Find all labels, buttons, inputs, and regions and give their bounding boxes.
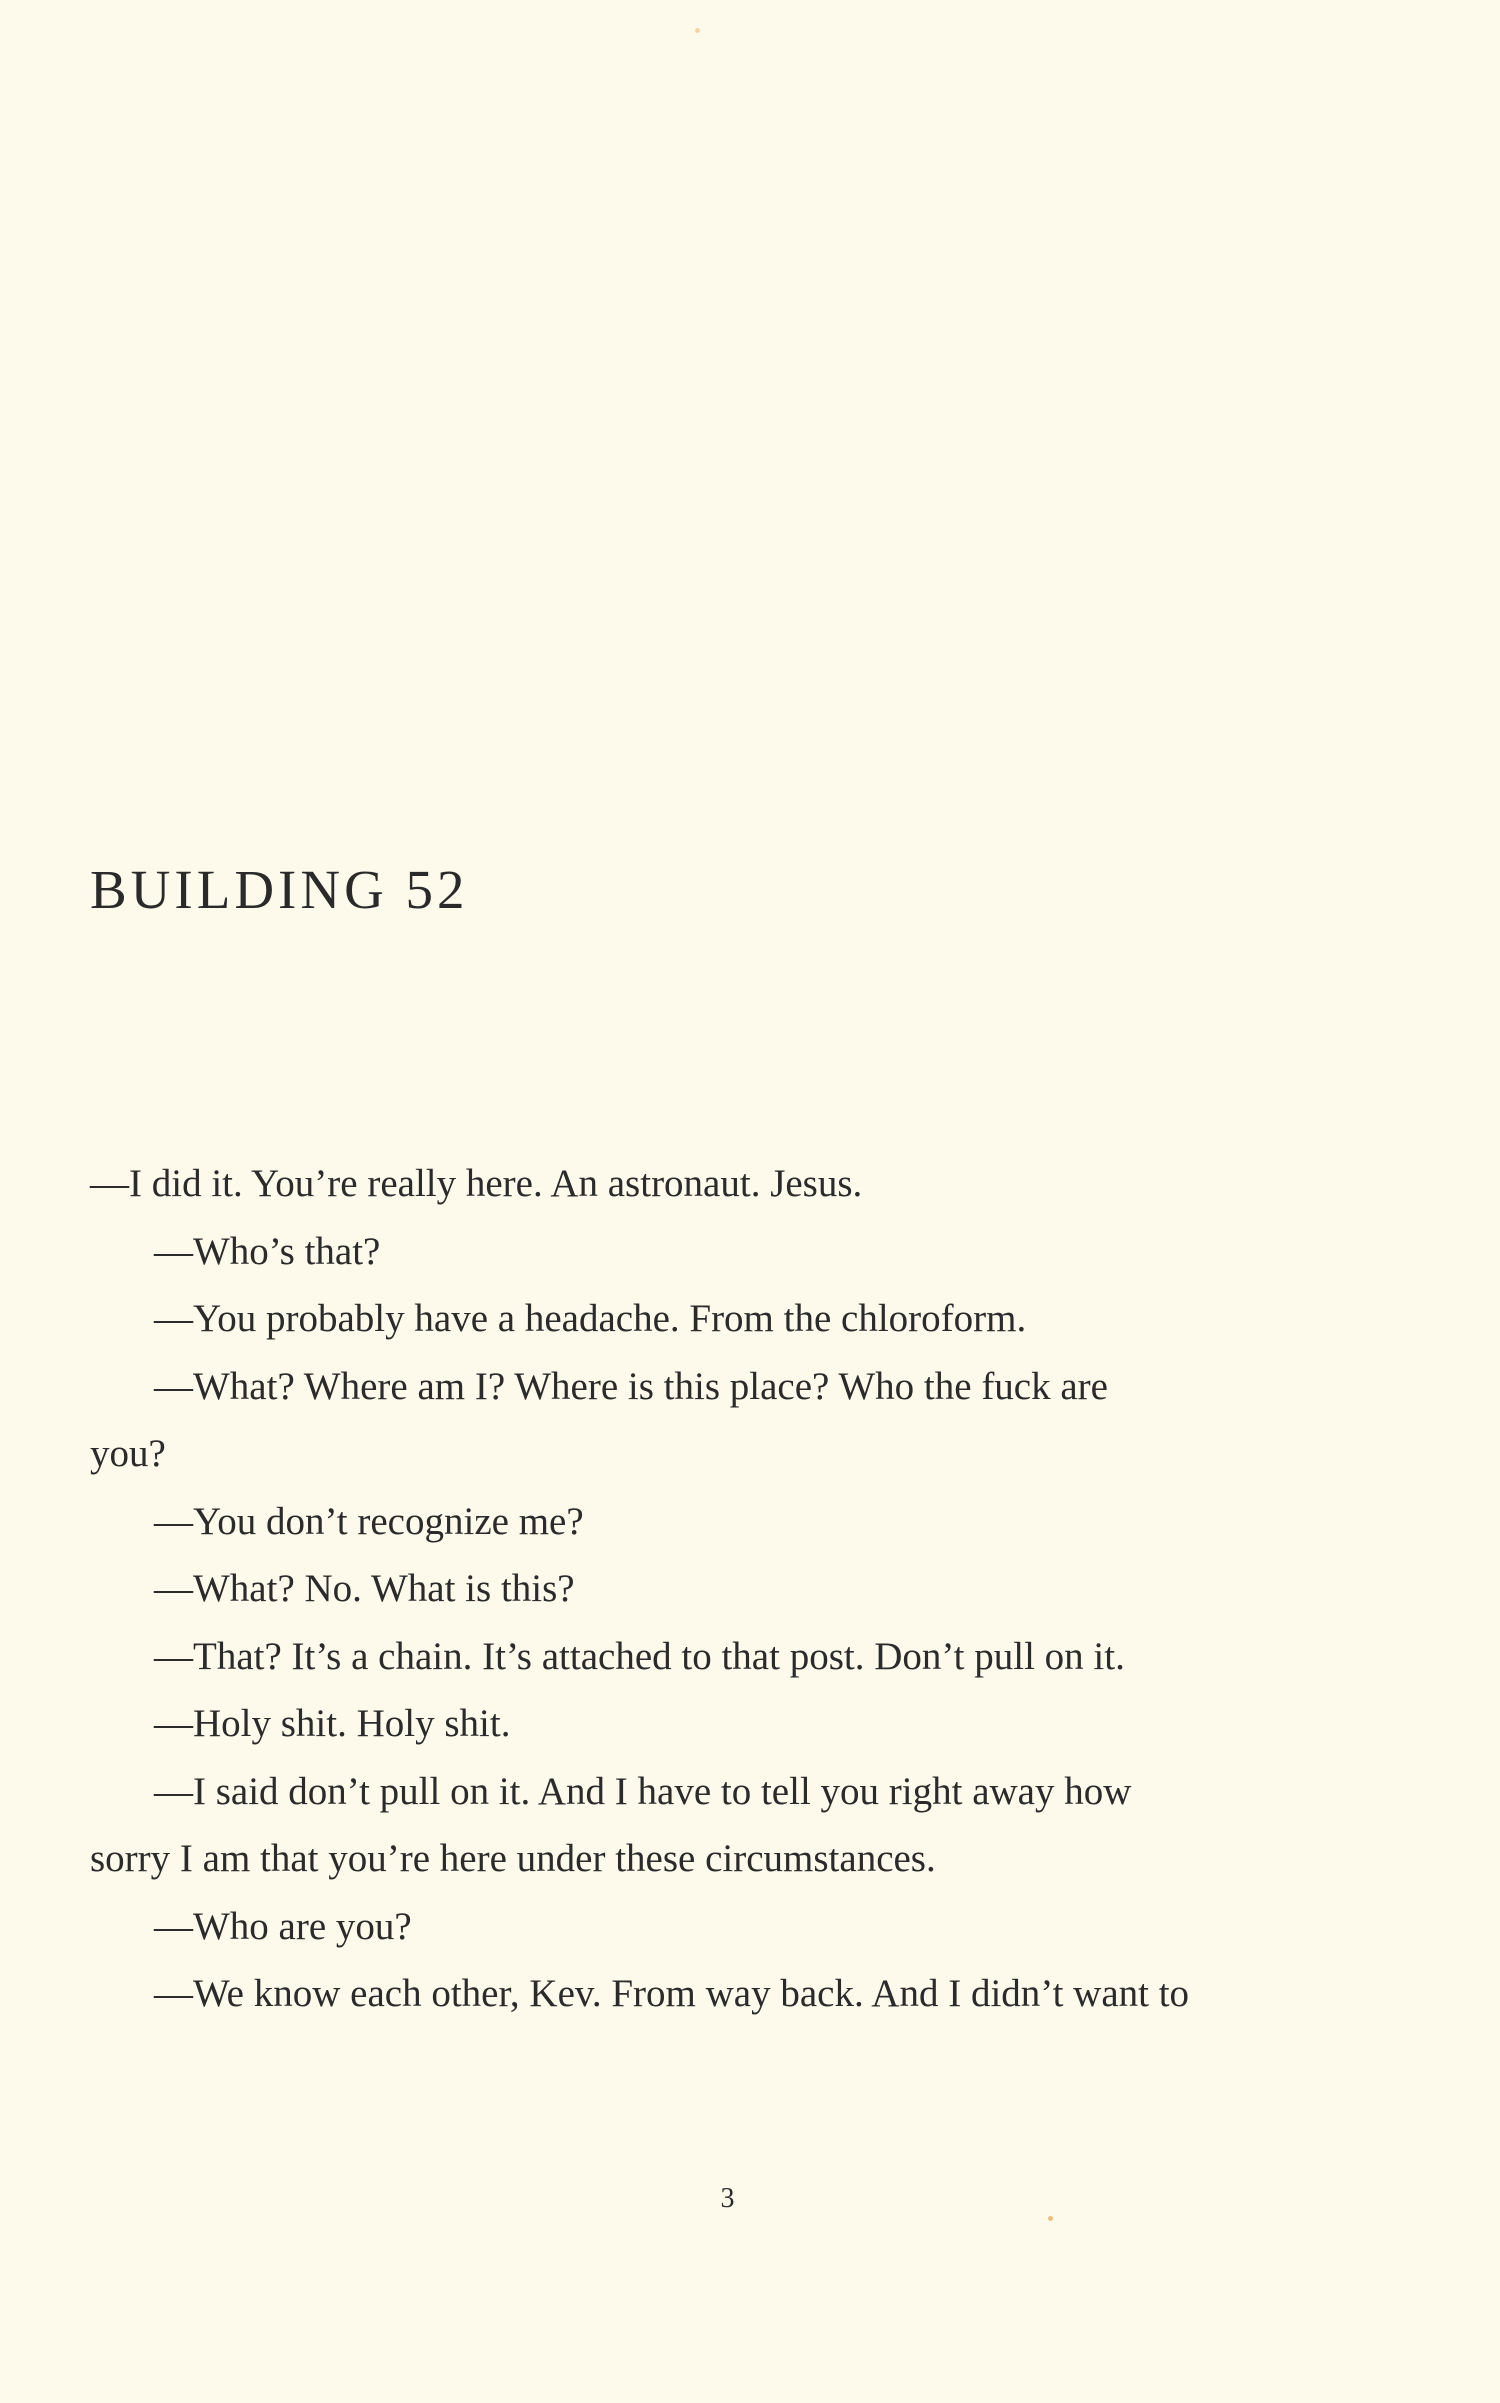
dialogue-line-continuation: sorry I am that you’re here under these circumstances.: [90, 1837, 936, 1880]
dialogue-line: —Who’s that?: [154, 1229, 381, 1273]
dialogue-line: —We know each other, Kev. From way back. And I didn’t want to: [154, 1972, 1190, 2015]
chapter-title: BUILDING 52: [90, 859, 469, 920]
page-number: 3: [720, 2183, 735, 2214]
dialogue-line: —That? It’s a chain. It’s attached to that post. Don’t pull on it.: [154, 1634, 1125, 1678]
chapter-body-text: [90, 1150, 1365, 2028]
dialogue-line: —You probably have a headache. From the chloroform.: [154, 1297, 1027, 1340]
dialogue-line: —Holy shit. Holy shit.: [154, 1702, 511, 1745]
dialogue-line: —I did it. You’re really here. An astronaut. Jesus.: [90, 1162, 863, 1205]
dialogue-line: —I said don’t pull on it. And I have to tell you right away how: [154, 1769, 1132, 1813]
dialogue-line: —What? No. What is this?: [154, 1567, 575, 1610]
dialogue-line: —Who are you?: [154, 1904, 412, 1948]
paper-speck: [1048, 2216, 1053, 2221]
dialogue-line-continuation: you?: [90, 1432, 166, 1475]
dialogue-line: —What? Where am I? Where is this place? Who the fuck are: [154, 1364, 1108, 1408]
dialogue-line: —You don’t recognize me?: [154, 1499, 584, 1543]
paper-speck: [695, 28, 700, 33]
